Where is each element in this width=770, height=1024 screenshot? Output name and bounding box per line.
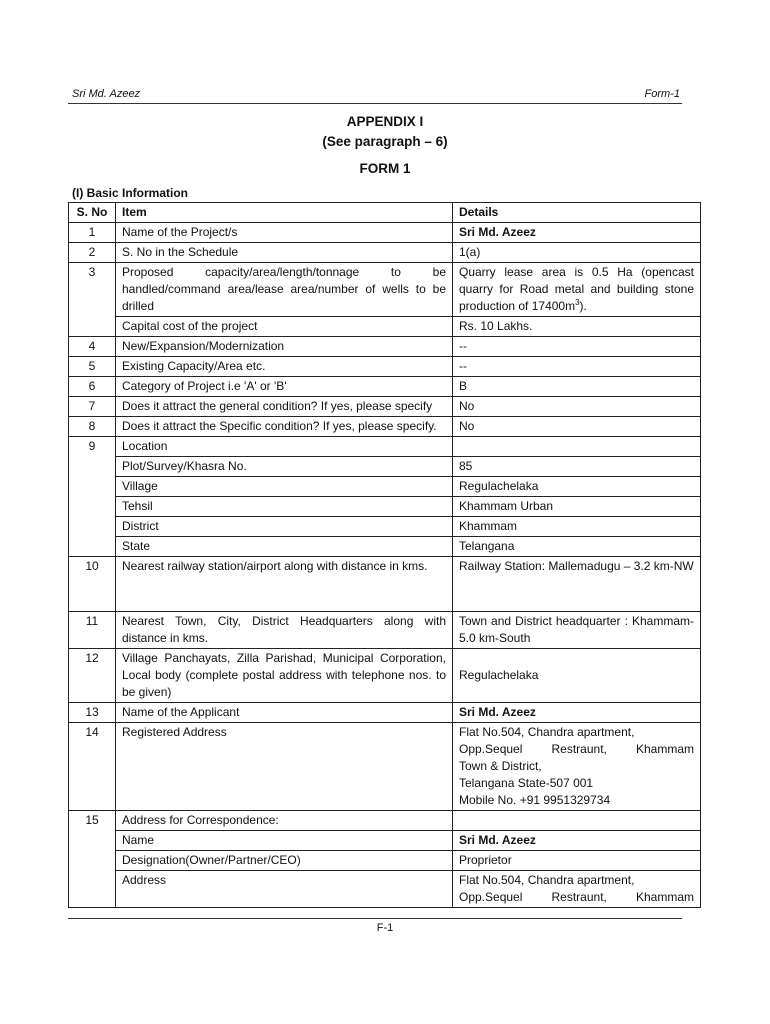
row-details: 85: [453, 457, 701, 477]
row-details: Rs. 10 Lakhs.: [453, 317, 701, 337]
address-line: Mobile No. +91 9951329734: [459, 793, 611, 807]
table-row: [69, 557, 701, 612]
row-sno: 10: [69, 557, 116, 612]
row-sno: [69, 537, 116, 557]
table-row: [69, 397, 701, 417]
row-details: Khammam: [453, 517, 701, 537]
row-sno: [69, 831, 116, 851]
row-sno: 13: [69, 703, 116, 723]
table-row: [69, 317, 701, 337]
table-row: [69, 649, 701, 703]
table-row: [69, 223, 701, 243]
row-details: 1(a): [453, 243, 701, 263]
table-row: [69, 497, 701, 517]
address-line: Flat No.504, Chandra apartment,: [459, 725, 635, 739]
row-sno: 2: [69, 243, 116, 263]
table-row: [69, 831, 701, 851]
header-form-label: Form-1: [644, 88, 680, 100]
row-item: Designation(Owner/Partner/CEO): [116, 851, 453, 871]
header-details: Details: [453, 203, 701, 223]
row-sno: 15: [69, 811, 116, 831]
address-line: Flat No.504, Chandra apartment,: [459, 873, 635, 887]
row-item: Location: [116, 437, 453, 457]
details-text: Quarry lease area is 0.5 Ha (opencast quarry for Road metal and building stone production of 17400m: [459, 265, 694, 313]
row-details: Khammam Urban: [453, 497, 701, 517]
row-item: Village: [116, 477, 453, 497]
basic-information-table: [68, 202, 701, 908]
row-sno: 1: [69, 223, 116, 243]
row-item: Does it attract the Specific condition? If yes, please specify.: [116, 417, 453, 437]
row-item: Registered Address: [116, 723, 453, 811]
row-sno: 8: [69, 417, 116, 437]
row-item: Existing Capacity/Area etc.: [116, 357, 453, 377]
row-item: Name of the Project/s: [116, 223, 453, 243]
row-sno: 9: [69, 437, 116, 457]
row-details: Sri Md. Azeez: [453, 223, 701, 243]
table-row: [69, 612, 701, 649]
table-row: [69, 703, 701, 723]
row-details: No: [453, 397, 701, 417]
row-sno: 11: [69, 612, 116, 649]
row-details: Sri Md. Azeez: [453, 703, 701, 723]
header-rule: [68, 103, 682, 104]
row-item: Nearest Town, City, District Headquarters along with distance in kms.: [116, 612, 453, 649]
row-details: [453, 811, 701, 831]
row-item: Proposed capacity/area/length/tonnage to be handled/command area/lease area/number of wells to be drilled: [116, 263, 453, 317]
header-sno: S. No: [69, 203, 116, 223]
table-row: [69, 723, 701, 811]
row-item: New/Expansion/Modernization: [116, 337, 453, 357]
row-sno: [69, 851, 116, 871]
row-details: Regulachelaka: [453, 649, 701, 703]
table-row: [69, 851, 701, 871]
row-item: Capital cost of the project: [116, 317, 453, 337]
row-sno: 6: [69, 377, 116, 397]
row-item: Name: [116, 831, 453, 851]
row-sno: 7: [69, 397, 116, 417]
table-row: [69, 337, 701, 357]
table-row: [69, 437, 701, 457]
row-details: --: [453, 357, 701, 377]
row-details: Proprietor: [453, 851, 701, 871]
row-sno: [69, 317, 116, 337]
row-item: Tehsil: [116, 497, 453, 517]
page-number: F-1: [376, 922, 394, 934]
address-line: Opp.Sequel Restraunt, Khammam: [459, 742, 694, 756]
row-details: Regulachelaka: [453, 477, 701, 497]
row-details: [453, 723, 701, 811]
row-item: Village Panchayats, Zilla Parishad, Municipal Corporation, Local body (complete postal address with telephone nos. to be given): [116, 649, 453, 703]
row-item: State: [116, 537, 453, 557]
row-item: Category of Project i.e 'A' or 'B': [116, 377, 453, 397]
header-author: Sri Md. Azeez: [72, 88, 141, 100]
form-title: FORM 1: [359, 161, 411, 176]
table-row: [69, 477, 701, 497]
row-sno: [69, 517, 116, 537]
row-sno: 4: [69, 337, 116, 357]
row-details: [453, 437, 701, 457]
row-item: Does it attract the general condition? If yes, please specify: [116, 397, 453, 417]
table-header-row: [69, 203, 701, 223]
row-details: [453, 263, 701, 317]
table-row: [69, 517, 701, 537]
table-row: [69, 243, 701, 263]
table-row: [69, 263, 701, 317]
row-sno: [69, 871, 116, 908]
address-line: Telangana State-507 001: [459, 776, 594, 790]
row-details: [453, 871, 701, 908]
row-details: Railway Station: Mallemadugu – 3.2 km-NW: [453, 557, 701, 612]
row-details: Sri Md. Azeez: [453, 831, 701, 851]
table-row: [69, 871, 701, 908]
row-details: Town and District headquarter : Khammam-5.0 km-South: [453, 612, 701, 649]
row-item: Plot/Survey/Khasra No.: [116, 457, 453, 477]
row-item: Nearest railway station/airport along with distance in kms.: [116, 557, 453, 612]
row-sno: [69, 497, 116, 517]
row-item: District: [116, 517, 453, 537]
appendix-title: APPENDIX I: [346, 114, 424, 129]
row-sno: [69, 477, 116, 497]
table-row: [69, 537, 701, 557]
address-line: Town & District,: [459, 759, 542, 773]
row-item: S. No in the Schedule: [116, 243, 453, 263]
footer-rule: [68, 918, 682, 919]
row-details: Telangana: [453, 537, 701, 557]
row-sno: 5: [69, 357, 116, 377]
details-superscript: 3: [575, 298, 580, 307]
table-row: [69, 457, 701, 477]
table-row: [69, 357, 701, 377]
details-text-end: ).: [579, 299, 587, 313]
row-item: Address: [116, 871, 453, 908]
row-item: Address for Correspondence:: [116, 811, 453, 831]
row-sno: [69, 457, 116, 477]
row-sno: 14: [69, 723, 116, 811]
row-details: --: [453, 337, 701, 357]
row-details: No: [453, 417, 701, 437]
row-sno: 3: [69, 263, 116, 317]
row-item: Name of the Applicant: [116, 703, 453, 723]
row-sno: 12: [69, 649, 116, 703]
table-row: [69, 417, 701, 437]
section-heading: (I) Basic Information: [72, 186, 189, 200]
row-details: B: [453, 377, 701, 397]
address-line: Opp.Sequel Restraunt, Khammam: [459, 890, 694, 904]
paragraph-reference: (See paragraph – 6): [322, 134, 448, 149]
table-row: [69, 377, 701, 397]
table-row: [69, 811, 701, 831]
header-item: Item: [116, 203, 453, 223]
